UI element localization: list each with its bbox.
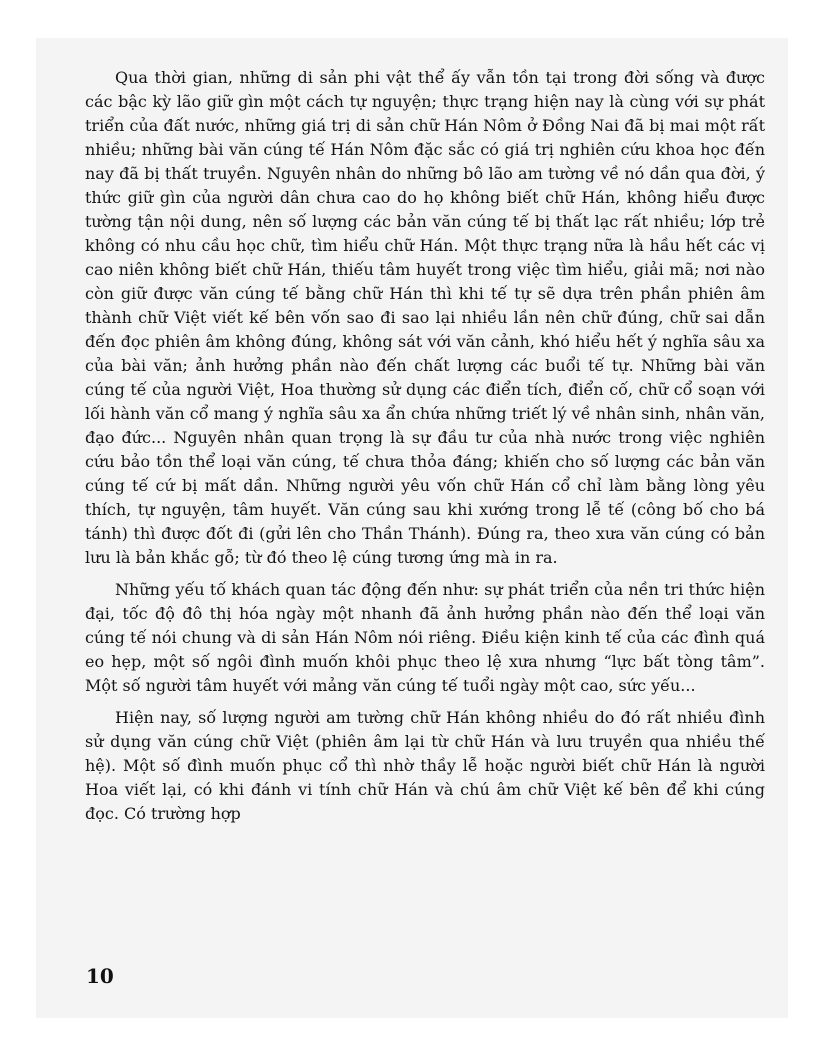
document-page: [36, 38, 788, 1018]
paragraph-2: Những yếu tố khách quan tác động đến như: sự phát triển của nền tri thức hiện đại, tốc độ đô thị hóa ngày một nhanh đã ảnh hưởng phần nào đến thể loại văn cúng tế nói chung và di sản Hán Nôm nói riêng. Điều kiện kinh tế của các đình quá eo hẹp, một số ngôi đình muốn khôi phục theo lệ xưa nhưng “lực bất tòng tâm”. Một số người tâm huyết với mảng văn cúng tế tuổi ngày một cao, sức yếu...: [85, 580, 765, 695]
page-number: 10: [86, 964, 114, 988]
paragraph-1: Qua thời gian, những di sản phi vật thể ấy vẫn tồn tại trong đời sống và được các bậc kỳ lão giữ gìn một cách tự nguyện; thực trạng hiện nay là cùng với sự phát triển của đất nước, những giá trị di sản chữ Hán Nôm ở Đồng Nai đã bị mai một rất nhiều; những bài văn cúng tế Hán Nôm đặc sắc có giá trị nghiên cứu khoa học đến nay đã bị thất truyền. Nguyên nhân do những bô lão am tường về nó dần qua đời, ý thức giữ gìn của người dân chưa cao do họ không biết chữ Hán, không hiểu được tường tận nội dung, nên số lượng các bản văn cúng tế bị thất lạc rất nhiều; lớp trẻ không có nhu cầu học chữ, tìm hiểu chữ Hán. Một thực trạng nữa là hầu hết các vị cao niên không biết chữ Hán, thiếu tâm huyết trong việc tìm hiểu, giải mã; nơi nào còn giữ được văn cúng tế bằng chữ Hán thì khi tế tự sẽ dựa trên phần phiên âm thành chữ Việt viết kế bên vốn sao đi sao lại nhiều lần nên chữ đúng, chữ sai dẫn đến đọc phiên âm không đúng, không sát với văn cảnh, khó hiểu hết ý nghĩa sâu xa của bài văn; ảnh hưởng phần nào đến chất lượng các buổi tế tự. Những bài văn cúng tế của người Việt, Hoa thường sử dụng các điển tích, điển cố, chữ cổ soạn với lối hành văn cổ mang ý nghĩa sâu xa ẩn chứa những triết lý về nhân sinh, nhân văn, đạo đức... Nguyên nhân quan trọng là sự đầu tư của nhà nước trong việc nghiên cứu bảo tồn thể loại văn cúng, tế chưa thỏa đáng; khiến cho số lượng các bản văn cúng tế cứ bị mất dần. Những người yêu vốn chữ Hán cổ chỉ làm bằng lòng yêu thích, tự nguyện, tâm huyết. Văn cúng sau khi xướng trong lễ tế (công bố cho bá tánh) thì được đốt đi (gửi lên cho Thần Thánh). Đúng ra, theo xưa văn cúng có bản lưu là bản khắc gỗ; từ đó theo lệ cúng tương ứng mà in ra.: [85, 68, 765, 567]
body-text: [85, 66, 765, 826]
paragraph-3: Hiện nay, số lượng người am tường chữ Hán không nhiều do đó rất nhiều đình sử dụng văn cúng chữ Việt (phiên âm lại từ chữ Hán và lưu truyền qua nhiều thế hệ). Một số đình muốn phục cổ thì nhờ thầy lễ hoặc người biết chữ Hán là người Hoa viết lại, có khi đánh vi tính chữ Hán và chú âm chữ Việt kế bên để khi cúng đọc. Có trường hợp: [85, 708, 765, 823]
